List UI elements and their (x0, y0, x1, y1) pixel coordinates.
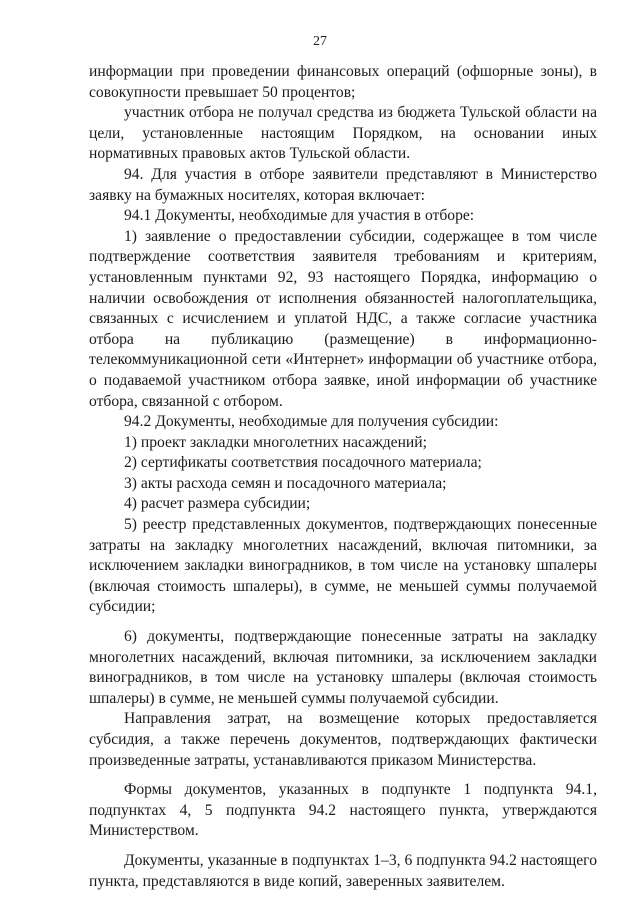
paragraph: 94.2 Документы, необходимые для получения субсидии: (124, 413, 499, 431)
paragraph: 94. Для участия в отборе заявители представляют в Министерство заявку на бумажных носителях, которая включает: (89, 165, 597, 204)
list-item: 6) документы, подтверждающие понесенные затраты на закладку многолетних насаждений, включая питомники, за исключением закладки виноградников, в том числе на установку шпалеры (включая стоимость шпалеры) в сумме, не меньшей суммы получаемой субсидии. (89, 628, 597, 707)
paragraph: участник отбора не получал средства из бюджета Тульской области на цели, установленные настоящим Порядком, на основании иных нормативных правовых актов Тульской области. (89, 104, 597, 163)
page-number: 27 (313, 34, 327, 49)
paragraph: Формы документов, указанных в подпункте 1 подпункта 94.1, подпунктах 4, 5 подпункта 94.2 настоящего пункта, утверждаются Министерством. (89, 781, 597, 840)
list-item: 1) проект закладки многолетних насаждений; (124, 433, 427, 451)
list-item: 2) сертификаты соответствия посадочного материала; (124, 454, 482, 472)
list-item: 5) реестр представленных документов, подтверждающих понесенные затраты на закладку многолетних насаждений, включая питомники, за исключением закладки виноградников, в том числе на установку шпалеры (включая стоимость шпалеры), в сумме, не меньшей суммы получаемой субсидии; (89, 516, 597, 616)
paragraph: 1) заявление о предоставлении субсидии, содержащее в том числе подтверждение соответствия заявителя требованиям и критериям, установленным пунктами 92, 93 настоящего Порядка, информацию о наличии освобождения от исполнения обязанностей налогоплательщика, связанных с исчислением и уплатой НДС, а также согласие участника отбора на публикацию (размещение) в информационно-телекоммуникационной сети «Интернет» информации об участнике отбора, о подаваемой участником отбора заявке, иной информации об участнике отбора, связанной с отбором. (89, 227, 597, 410)
document-body (89, 62, 597, 892)
paragraph: Документы, указанные в подпунктах 1–3, 6 подпункта 94.2 настоящего пункта, представляются в виде копий, заверенных заявителем. (89, 851, 597, 890)
paragraph: Направления затрат, на возмещение которых предоставляется субсидия, а также перечень документов, подтверждающих фактически произведенные затраты, устанавливаются приказом Министерства. (89, 710, 597, 769)
list-item: 4) расчет размера субсидии; (124, 495, 311, 513)
paragraph: 94.1 Документы, необходимые для участия в отборе: (124, 207, 475, 225)
paragraph: информации при проведении финансовых операций (офшорные зоны), в совокупности превышает 50 процентов; (89, 63, 597, 101)
list-item: 3) акты расхода семян и посадочного материала; (124, 474, 447, 492)
